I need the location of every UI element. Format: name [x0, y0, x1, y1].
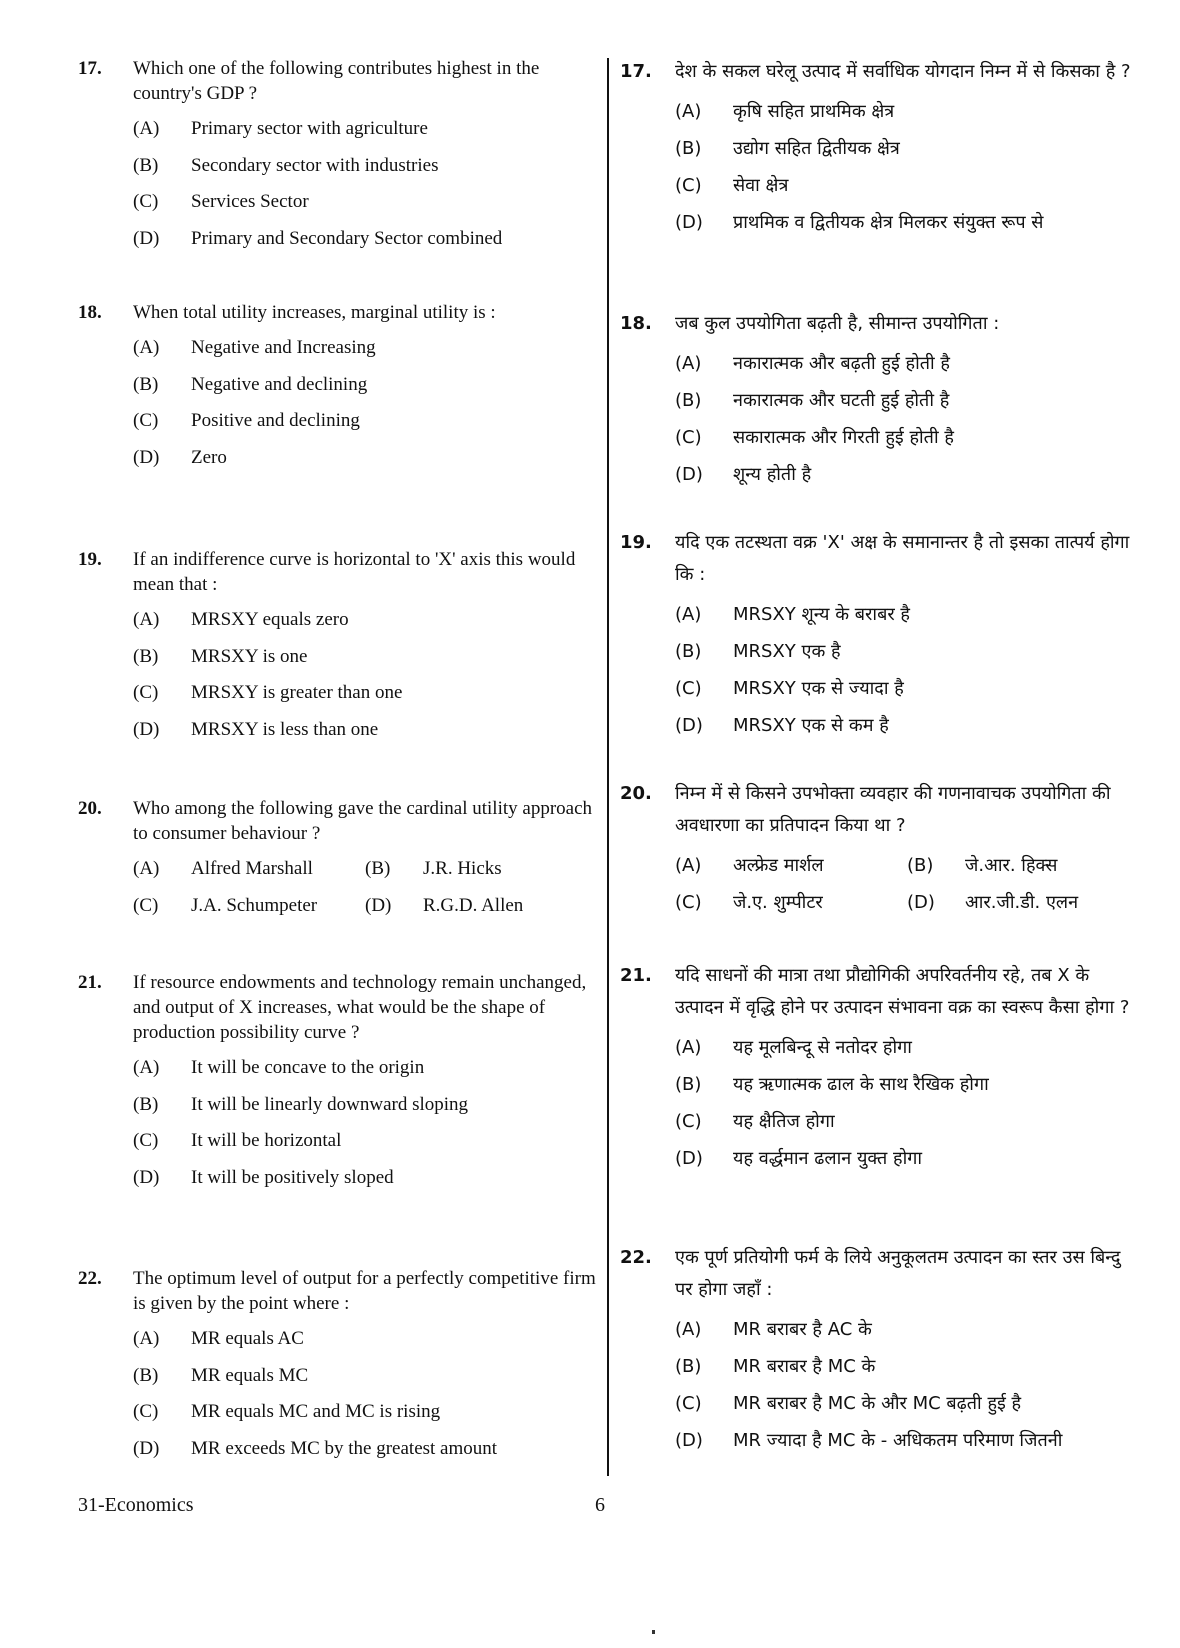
- option-text: MRSXY equals zero: [191, 609, 349, 630]
- option-a: [675, 1034, 1140, 1071]
- option-text: यह मूलबिन्दू से नतोदर होगा: [733, 1037, 912, 1058]
- option-text: MR equals MC: [191, 1364, 309, 1386]
- question-22-hi: [620, 1242, 1140, 1464]
- option-label: (B): [675, 390, 702, 411]
- option-c: [675, 424, 1140, 461]
- option-text: कृषि सहित प्राथमिक क्षेत्र: [733, 101, 895, 122]
- option-text: प्राथमिक व द्वितीयक क्षेत्र मिलकर संयुक्त रूप से: [733, 212, 1044, 233]
- option-b: [907, 852, 1139, 889]
- option-text: J.R. Hicks: [423, 858, 502, 879]
- option-text: Services Sector: [191, 191, 309, 212]
- option-label: (C): [133, 191, 159, 212]
- option-b: [675, 638, 1140, 675]
- option-text: MR equals AC: [191, 1328, 304, 1349]
- question-text: निम्न में से किसने उपभोक्ता व्यवहार की गणनावाचक उपयोगिता की अवधारणा का प्रतिपादन किया था ?: [675, 783, 1111, 836]
- option-text: It will be horizontal: [191, 1130, 342, 1151]
- option-d: [675, 1427, 1140, 1464]
- option-label: (D): [365, 894, 392, 916]
- option-a: [133, 607, 598, 644]
- option-b: [675, 1071, 1140, 1108]
- option-label: (D): [133, 718, 160, 740]
- option-label: (A): [675, 1319, 702, 1340]
- question-text: एक पूर्ण प्रतियोगी फर्म के लिये अनुकूलतम उत्पादन का स्तर उस बिन्दु पर होगा जहाँ :: [675, 1247, 1121, 1300]
- option-text: MR ज्यादा है MC के - अधिकतम परिमाण जितनी: [733, 1430, 1063, 1451]
- option-d: [675, 712, 1140, 749]
- options-list: [133, 116, 598, 262]
- option-text: जे.ए. शुम्पीटर: [733, 892, 823, 913]
- option-label: (D): [675, 1148, 703, 1169]
- question-text: If resource endowments and technology remain unchanged, and output of X increases, what would be the shape of production possibility curve ?: [133, 972, 587, 1043]
- options-list: [675, 1316, 1140, 1464]
- option-label: (A): [675, 101, 702, 122]
- option-label: (C): [133, 1130, 159, 1151]
- option-text: MRSXY शून्य के बराबर है: [733, 604, 910, 625]
- option-label: (D): [907, 892, 935, 913]
- option-a: [133, 856, 365, 893]
- question-number: 19.: [620, 532, 652, 553]
- option-d: [133, 226, 598, 263]
- option-d: [675, 1145, 1140, 1182]
- footer-subject: 31-Economics: [78, 1494, 194, 1516]
- question-21-en: [78, 970, 598, 1201]
- option-a: [675, 1316, 1140, 1353]
- question-17-en: [78, 56, 598, 262]
- option-b: [675, 387, 1140, 424]
- option-label: (D): [675, 1430, 703, 1451]
- option-b: [133, 153, 598, 190]
- option-d: [133, 445, 598, 482]
- option-row: [133, 856, 598, 893]
- question-text: When total utility increases, marginal utility is :: [133, 302, 496, 323]
- options-list: [675, 601, 1140, 749]
- option-label: (D): [133, 1437, 160, 1459]
- option-label: (A): [133, 858, 160, 879]
- option-label: (D): [133, 446, 160, 468]
- option-label: (C): [675, 892, 702, 913]
- option-text: It will be concave to the origin: [191, 1057, 425, 1078]
- options-list: [133, 607, 598, 753]
- option-label: (B): [133, 154, 159, 176]
- options-list: [133, 1055, 598, 1201]
- option-row: [675, 852, 1140, 889]
- option-c: [675, 1390, 1140, 1427]
- option-a: [133, 1326, 598, 1363]
- options-list: [675, 1034, 1140, 1182]
- option-label: (A): [133, 337, 160, 358]
- option-text: नकारात्मक और घटती हुई होती है: [733, 390, 950, 411]
- option-text: जे.आर. हिक्स: [965, 855, 1058, 876]
- option-label: (C): [675, 175, 702, 196]
- option-text: सकारात्मक और गिरती हुई होती है: [733, 427, 954, 448]
- option-text: Zero: [191, 446, 227, 468]
- question-text: Who among the following gave the cardinal utility approach to consumer behaviour ?: [133, 798, 593, 844]
- question-20-hi: [620, 778, 1140, 926]
- option-a: [133, 335, 598, 372]
- option-label: (C): [133, 682, 159, 703]
- option-text: यह ऋणात्मक ढाल के साथ रैखिक होगा: [733, 1074, 989, 1095]
- option-text: MRSXY is one: [191, 645, 308, 667]
- option-text: MR बराबर है AC के: [733, 1319, 872, 1340]
- option-label: (D): [675, 212, 703, 233]
- question-text: The optimum level of output for a perfectly competitive firm is given by the point where :: [133, 1268, 596, 1314]
- option-text: Primary and Secondary Sector combined: [191, 227, 503, 249]
- option-label: (C): [675, 1393, 702, 1414]
- option-d: [133, 1436, 598, 1473]
- option-label: (C): [675, 1111, 702, 1132]
- option-label: (A): [675, 1037, 702, 1058]
- question-22-en: [78, 1266, 598, 1472]
- option-text: नकारात्मक और बढ़ती हुई होती है: [733, 353, 950, 374]
- question-number: 19.: [78, 549, 102, 570]
- option-text: MR equals MC and MC is rising: [191, 1401, 441, 1422]
- option-text: Primary sector with agriculture: [191, 118, 428, 139]
- question-19-hi: [620, 527, 1140, 749]
- option-text: सेवा क्षेत्र: [733, 175, 789, 196]
- option-text: It will be positively sloped: [191, 1166, 394, 1188]
- option-label: (B): [675, 1074, 702, 1095]
- option-text: MR बराबर है MC के: [733, 1356, 876, 1377]
- option-label: (B): [133, 1364, 159, 1386]
- option-c: [133, 1128, 598, 1165]
- scan-mark: [652, 1630, 655, 1634]
- option-label: (C): [133, 410, 159, 431]
- option-text: यह क्षैतिज होगा: [733, 1111, 835, 1132]
- option-text: आर.जी.डी. एलन: [965, 892, 1079, 913]
- option-text: It will be linearly downward sloping: [191, 1093, 469, 1115]
- question-number: 20.: [620, 783, 652, 804]
- option-d: [133, 1165, 598, 1202]
- option-text: MR exceeds MC by the greatest amount: [191, 1437, 498, 1459]
- option-text: MRSXY is less than one: [191, 718, 379, 740]
- option-text: Negative and Increasing: [191, 337, 376, 358]
- column-divider: [607, 58, 609, 1476]
- option-c: [133, 1399, 598, 1436]
- question-text: यदि एक तटस्थता वक्र 'X' अक्ष के समानान्तर है तो इसका तात्पर्य होगा कि :: [675, 532, 1130, 585]
- option-c: [675, 172, 1140, 209]
- options-list: [675, 98, 1140, 246]
- option-c: [133, 893, 365, 930]
- options-list: [133, 856, 598, 929]
- option-b: [133, 644, 598, 681]
- option-label: (B): [675, 138, 702, 159]
- option-b: [133, 372, 598, 409]
- option-text: MRSXY एक से कम है: [733, 715, 889, 736]
- option-a: [133, 116, 598, 153]
- question-number: 17.: [620, 61, 652, 82]
- option-text: R.G.D. Allen: [423, 894, 524, 916]
- question-text: जब कुल उपयोगिता बढ़ती है, सीमान्त उपयोगिता :: [675, 313, 1000, 334]
- option-d: [675, 461, 1140, 498]
- option-text: यह वर्द्धमान ढलान युक्त होगा: [733, 1148, 923, 1169]
- option-label: (C): [133, 1401, 159, 1422]
- option-label: (A): [133, 1328, 160, 1349]
- option-label: (D): [133, 227, 160, 249]
- option-text: MRSXY एक है: [733, 641, 841, 662]
- question-text: यदि साधनों की मात्रा तथा प्रौद्योगिकी अपरिवर्तनीय रहे, तब X के उत्पादन में वृद्धि होने पर उत्पादन संभावना वक्र का स्वरूप कैसा होगा ?: [675, 965, 1130, 1018]
- question-number: 20.: [78, 798, 102, 819]
- option-row: [675, 889, 1140, 926]
- question-18-en: [78, 300, 598, 481]
- option-label: (A): [675, 353, 702, 374]
- option-label: (A): [133, 118, 160, 139]
- question-number: 22.: [78, 1268, 102, 1289]
- option-text: Negative and declining: [191, 373, 368, 395]
- question-text: Which one of the following contributes highest in the country's GDP ?: [133, 58, 540, 104]
- question-18-hi: [620, 308, 1140, 498]
- option-text: शून्य होती है: [733, 464, 812, 485]
- option-b: [675, 1353, 1140, 1390]
- option-text: J.A. Schumpeter: [191, 894, 318, 916]
- question-19-en: [78, 547, 598, 753]
- option-b: [675, 135, 1140, 172]
- question-number: 17.: [78, 58, 102, 79]
- option-row: [133, 893, 598, 930]
- option-d: [365, 893, 597, 930]
- option-label: (D): [675, 715, 703, 736]
- option-d: [133, 717, 598, 754]
- option-label: (B): [365, 858, 391, 879]
- option-label: (B): [675, 1356, 702, 1377]
- option-label: (C): [133, 894, 159, 916]
- option-text: Alfred Marshall: [191, 858, 313, 879]
- options-list: [675, 350, 1140, 498]
- option-label: (B): [133, 373, 159, 395]
- option-a: [133, 1055, 598, 1092]
- option-label: (A): [133, 1057, 160, 1078]
- option-label: (C): [675, 427, 702, 448]
- option-b: [133, 1363, 598, 1400]
- option-label: (B): [133, 1093, 159, 1115]
- question-21-hi: [620, 960, 1140, 1182]
- option-c: [675, 889, 907, 926]
- option-c: [133, 408, 598, 445]
- question-number: 18.: [78, 302, 102, 323]
- option-text: उद्योग सहित द्वितीयक क्षेत्र: [733, 138, 900, 159]
- option-b: [133, 1092, 598, 1129]
- question-number: 22.: [620, 1247, 652, 1268]
- option-label: (A): [675, 604, 702, 625]
- question-20-en: [78, 796, 598, 929]
- options-list: [675, 852, 1140, 926]
- option-label: (D): [133, 1166, 160, 1188]
- options-list: [133, 1326, 598, 1472]
- option-c: [133, 680, 598, 717]
- question-number: 18.: [620, 313, 652, 334]
- option-a: [675, 852, 907, 889]
- question-number: 21.: [620, 965, 652, 986]
- option-label: (B): [133, 645, 159, 667]
- option-text: MRSXY is greater than one: [191, 682, 403, 703]
- page-number: 6: [595, 1494, 605, 1516]
- option-b: [365, 856, 597, 893]
- option-label: (B): [907, 855, 934, 876]
- option-d: [907, 889, 1139, 926]
- option-text: MRSXY एक से ज्यादा है: [733, 678, 904, 699]
- option-text: Secondary sector with industries: [191, 154, 439, 176]
- question-text: If an indifference curve is horizontal to 'X' axis this would mean that :: [133, 549, 576, 595]
- option-a: [675, 350, 1140, 387]
- option-label: (C): [675, 678, 702, 699]
- question-number: 21.: [78, 972, 102, 993]
- option-label: (A): [133, 609, 160, 630]
- option-c: [675, 675, 1140, 712]
- options-list: [133, 335, 598, 481]
- option-a: [675, 601, 1140, 638]
- option-d: [675, 209, 1140, 246]
- option-a: [675, 98, 1140, 135]
- option-label: (B): [675, 641, 702, 662]
- question-text: देश के सकल घरेलू उत्पाद में सर्वाधिक योगदान निम्न में से किसका है ?: [675, 61, 1131, 82]
- option-label: (A): [675, 855, 702, 876]
- option-text: अल्फ्रेड मार्शल: [733, 855, 824, 876]
- option-text: MR बराबर है MC के और MC बढ़ती हुई है: [733, 1393, 1022, 1414]
- option-text: Positive and declining: [191, 410, 360, 431]
- option-label: (D): [675, 464, 703, 485]
- option-c: [133, 189, 598, 226]
- question-17-hi: [620, 56, 1140, 246]
- option-c: [675, 1108, 1140, 1145]
